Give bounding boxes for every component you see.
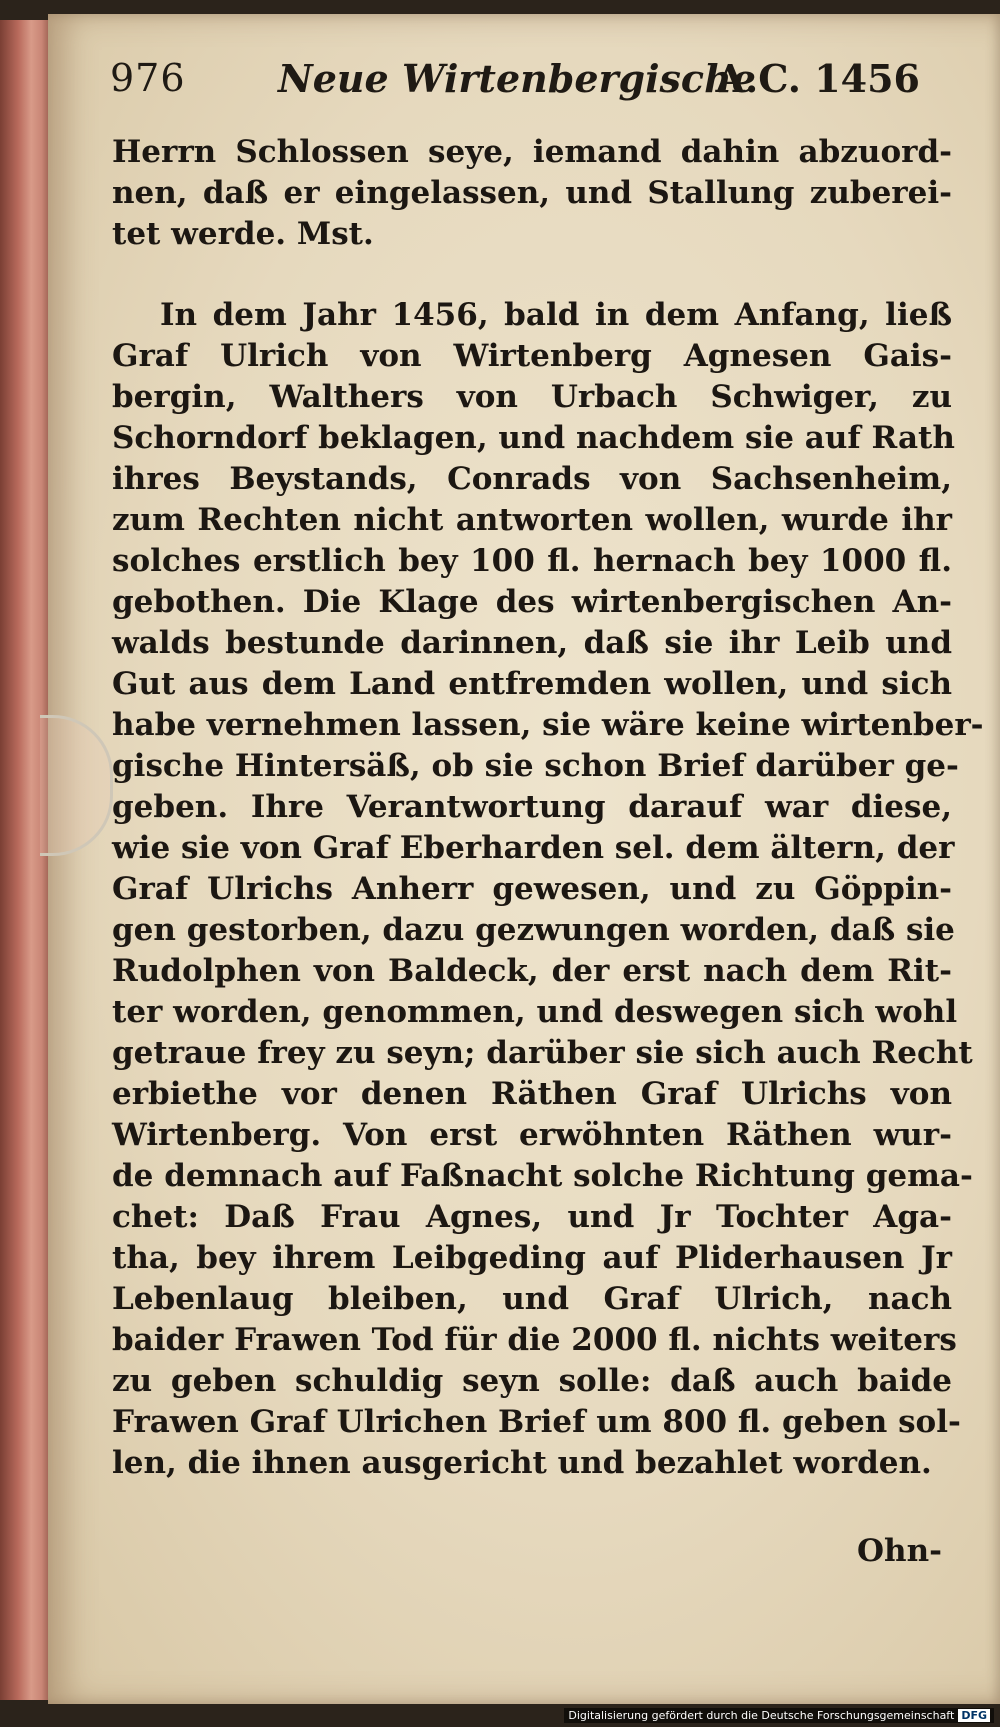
text-line: walds bestunde darinnen, daß sie ihr Leib und [112, 625, 952, 661]
digitization-credit [564, 1708, 994, 1723]
paragraph-1 [112, 132, 952, 255]
text-line: Wirtenberg. Von erst erwöhnten Räthen wur- [112, 1117, 952, 1153]
page-header [110, 56, 920, 112]
text-line: gebothen. Die Klage des wirtenbergischen An- [112, 584, 952, 620]
text-line: gische Hintersäß, ob sie schon Brief darüber ge- [112, 748, 959, 784]
text-line: Graf Ulrichs Anherr gewesen, und zu Göppin- [112, 871, 952, 907]
text-line: solches erstlich bey 100 fl. hernach bey 1000 fl. [112, 543, 952, 579]
credit-text: Digitalisierung gefördert durch die Deutsche Forschungsgemeinschaft [568, 1709, 955, 1722]
page-number: 976 [110, 56, 186, 100]
text-line: tha, bey ihrem Leibgeding auf Pliderhausen Jr [112, 1240, 952, 1276]
catchword: Ohn- [857, 1533, 942, 1569]
body-text [112, 132, 984, 1484]
text-line: nen, daß er eingelassen, und Stallung zuberei- [112, 175, 952, 211]
text-line: Frawen Graf Ulrichen Brief um 800 fl. geben sol- [112, 1404, 961, 1440]
text-line: habe vernehmen lassen, sie wäre keine wirtenber- [112, 707, 984, 743]
text-line: zum Rechten nicht antworten wollen, wurde ihr [112, 502, 952, 538]
paragraph-gap [112, 255, 952, 295]
book-page-edges [0, 20, 52, 1700]
text-line: len, die ihnen ausgericht und bezahlet worden. [112, 1445, 932, 1481]
year-mark: A.C. 1456 [715, 56, 920, 101]
text-line: ihres Beystands, Conrads von Sachsenheim, [112, 461, 952, 497]
text-line: tet werde. Mst. [112, 216, 374, 252]
text-line: zu geben schuldig seyn solle: daß auch baide [112, 1363, 952, 1399]
text-line: geben. Ihre Verantwortung darauf war diese, [112, 789, 952, 825]
text-line: Schorndorf beklagen, und nachdem sie auf Rath [112, 420, 955, 456]
paragraph-2 [112, 295, 984, 1484]
text-line: baider Frawen Tod für die 2000 fl. nichts weiters [112, 1322, 957, 1358]
text-line: chet: Daß Frau Agnes, und Jr Tochter Aga- [112, 1199, 952, 1235]
text-line: ter worden, genommen, und deswegen sich wohl [112, 994, 958, 1030]
text-line: gen gestorben, dazu gezwungen worden, daß sie [112, 912, 955, 948]
text-line: wie sie von Graf Eberharden sel. dem ältern, der [112, 830, 955, 866]
text-line: Graf Ulrich von Wirtenberg Agnesen Gais- [112, 338, 952, 374]
text-line: Herrn Schlossen seye, iemand dahin abzuord- [112, 134, 952, 170]
text-line: In dem Jahr 1456, bald in dem Anfang, ließ [160, 297, 952, 333]
running-title: Neue Wirtenbergische [278, 56, 756, 101]
text-line: Rudolphen von Baldeck, der erst nach dem Rit- [112, 953, 952, 989]
text-line: Gut aus dem Land entfremden wollen, und sich [112, 666, 952, 702]
dfg-logo: DFG [958, 1709, 990, 1722]
text-line: bergin, Walthers von Urbach Schwiger, zu [112, 379, 952, 415]
text-line: getraue frey zu seyn; darüber sie sich auch Recht [112, 1035, 973, 1071]
text-line: Lebenlaug bleiben, und Graf Ulrich, nach [112, 1281, 952, 1317]
text-line: erbiethe vor denen Räthen Graf Ulrichs von [112, 1076, 952, 1112]
text-line: de demnach auf Faßnacht solche Richtung gema- [112, 1158, 973, 1194]
